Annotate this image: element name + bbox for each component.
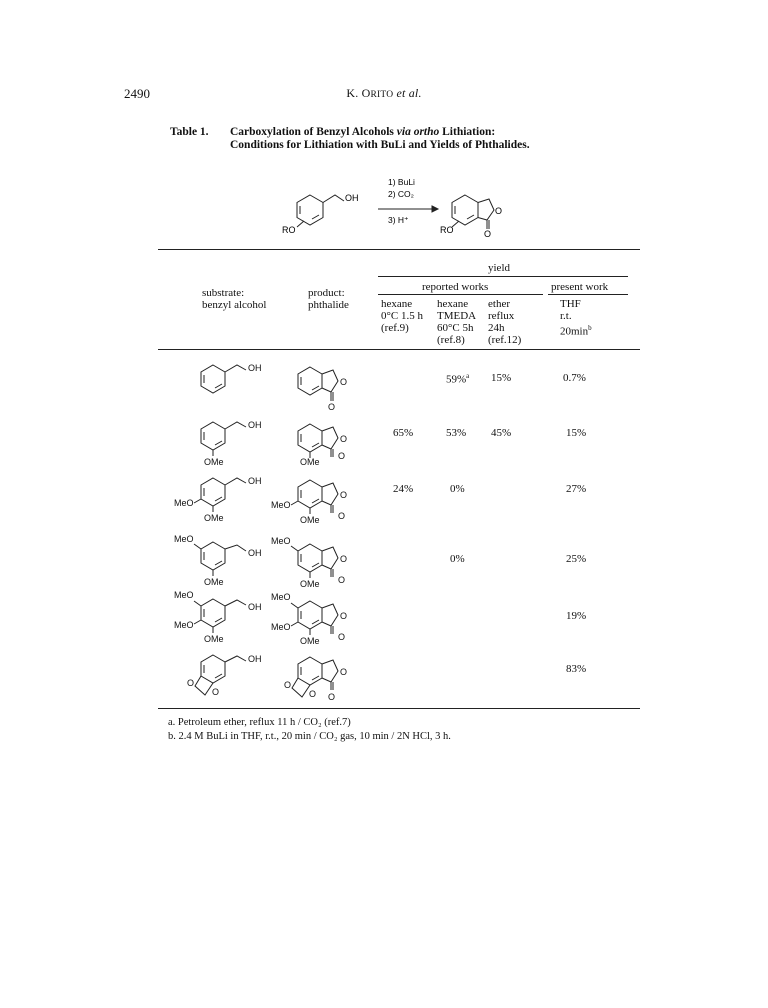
- scheme-start-ch2oh: [323, 195, 344, 203]
- row1-product-structure: [298, 367, 338, 401]
- row4-ome-label: OMe: [204, 577, 224, 587]
- row5-meo-bottom-label: MeO: [174, 620, 194, 630]
- row6-carbonyl-o-label: O: [328, 692, 336, 702]
- cond2-line2: TMEDA: [437, 310, 477, 322]
- row1-substrate-structure: [201, 365, 246, 393]
- scheme-reagent-2: 2) CO₂: [388, 189, 414, 199]
- cond4-time: 20min: [560, 325, 589, 338]
- scheme-product-ring: [452, 195, 478, 225]
- row5-substrate-structure: [194, 599, 246, 633]
- row5-carbonyl-o-label: O: [338, 632, 346, 642]
- row3-hexane-yield: 24%: [393, 483, 414, 495]
- row3-product-ome-label: OMe: [300, 515, 320, 525]
- row6-dioxole-o2-label: O: [212, 687, 220, 697]
- product-header: [308, 287, 349, 311]
- row3-oh-label: OH: [248, 476, 262, 486]
- scheme-reagent-3: 3) H⁺: [388, 215, 409, 225]
- caption-line1-c: Lithiation:: [442, 126, 496, 138]
- row2-product-structure: [298, 424, 338, 458]
- cond3-line2: reflux: [488, 310, 515, 322]
- cond1-line1: hexane: [381, 298, 413, 310]
- running-head-etal: et al.: [396, 86, 422, 100]
- cond4-line1: THF: [560, 298, 581, 310]
- row3-ome-label: OMe: [204, 513, 224, 523]
- row2-hexane-yield: 65%: [393, 427, 414, 439]
- table-bottom-rule: [158, 708, 640, 709]
- cond3-line3: 24h: [488, 322, 505, 334]
- row1-ether-yield: 15%: [491, 372, 512, 384]
- row6-product-dioxole-o1-label: O: [284, 680, 292, 690]
- row2-substrate-structure: [201, 422, 246, 456]
- row3-tmeda-yield: 0%: [450, 483, 465, 495]
- row5-present-yield: 19%: [566, 610, 587, 622]
- row4-product-structure: [291, 544, 338, 578]
- row2-tmeda-yield: 53%: [446, 427, 467, 439]
- row3-product-structure: [291, 480, 338, 514]
- row6-product-dioxole-o2-label: O: [309, 689, 317, 699]
- caption-line2: Conditions for Lithiation with BuLi and Yields of Phthalides.: [230, 139, 530, 151]
- row5-ring-o-label: O: [340, 611, 348, 621]
- row5-product-meo-top-label: MeO: [271, 592, 291, 602]
- row4-ring-o-label: O: [340, 554, 348, 564]
- row6-ring-o-label: O: [340, 667, 348, 677]
- row1-tmeda-yield: [446, 372, 469, 386]
- yield-rule: [378, 276, 628, 277]
- scheme-start-ring: [297, 195, 323, 225]
- row5-meo-top-label: MeO: [174, 590, 194, 600]
- running-head-author: K. O: [346, 86, 371, 100]
- row6-oh-label: OH: [248, 654, 262, 664]
- cond2-line3: 60°C 5h: [437, 322, 474, 334]
- row6-present-yield: 83%: [566, 663, 587, 675]
- cond2-line1: hexane: [437, 298, 469, 310]
- row5-product-structure: [291, 601, 338, 635]
- row4-present-yield: 25%: [566, 553, 587, 565]
- reported-rule: [378, 294, 543, 295]
- reported-works-header: reported works: [422, 281, 489, 293]
- present-work-header: present work: [551, 281, 609, 293]
- cond4-line3: [560, 322, 592, 338]
- cond1-line2: 0°C 1.5 h: [381, 310, 423, 322]
- present-rule: [548, 294, 628, 295]
- scheme-lactone: [478, 199, 494, 220]
- row4-product-meo-label: MeO: [271, 536, 291, 546]
- product-header-line1: product:: [308, 287, 345, 299]
- row1-oh-label: OH: [248, 363, 262, 373]
- row3-carbonyl-o-label: O: [338, 511, 346, 521]
- structures-area: [160, 355, 390, 705]
- cond1-line3: (ref.9): [381, 322, 409, 334]
- conditions-col2: [437, 298, 476, 346]
- row4-product-ome-label: OMe: [300, 579, 320, 589]
- cond2-line4: (ref.8): [437, 334, 465, 346]
- substrate-header-line2: benzyl alcohol: [202, 299, 267, 311]
- cond3-line1: ether: [488, 298, 510, 310]
- cond3-line4: (ref.12): [488, 334, 522, 346]
- row2-carbonyl-o-label: O: [338, 451, 346, 461]
- caption-line1-b: via ortho: [396, 126, 440, 138]
- conditions-col4: [560, 298, 592, 338]
- row2-ome-label: OMe: [204, 457, 224, 467]
- product-header-line2: phthalide: [308, 299, 349, 311]
- page-number: 2490: [124, 86, 150, 101]
- scheme-reagent-1: 1) BuLi: [388, 177, 415, 187]
- row2-product-ome-label: OMe: [300, 457, 320, 467]
- row1-carbonyl-o-label: O: [328, 402, 336, 412]
- cond4-line2: r.t.: [560, 310, 572, 322]
- row2-present-yield: 15%: [566, 427, 587, 439]
- row5-product-ome-label: OMe: [300, 636, 320, 646]
- row2-ring-o-label: O: [340, 434, 348, 444]
- scheme-oh-label: OH: [345, 193, 359, 203]
- row1-present-yield: 0.7%: [563, 372, 586, 384]
- substrate-header-line1: substrate:: [202, 287, 245, 299]
- row4-carbonyl-o-label: O: [338, 575, 346, 585]
- substrate-header: [202, 287, 266, 311]
- row3-meo-label: MeO: [174, 498, 194, 508]
- row5-ome-label: OMe: [204, 634, 224, 644]
- row5-product-meo-bottom-label: MeO: [271, 622, 291, 632]
- conditions-col1: [381, 298, 423, 334]
- row3-present-yield: 27%: [566, 483, 587, 495]
- row1-ring-o-label: O: [340, 377, 348, 387]
- caption-line1-a: Carboxylation of Benzyl Alcohols: [230, 126, 394, 138]
- scheme-carbonyl-o-label: O: [484, 229, 492, 237]
- row6-dioxole-o1-label: O: [187, 678, 195, 688]
- row6-substrate-structure: [195, 655, 246, 695]
- row2-ether-yield: 45%: [491, 427, 512, 439]
- scheme-ring-o-label: O: [495, 206, 503, 216]
- row1-tmeda-sup: a: [466, 372, 470, 380]
- row1-tmeda-value: 59%: [446, 373, 467, 386]
- conditions-col3: [488, 298, 521, 346]
- table-top-rule: [158, 249, 640, 250]
- footnote-a: a. Petroleum ether, reflux 11 h / CO₂ (ref.7): [168, 717, 351, 728]
- row2-oh-label: OH: [248, 420, 262, 430]
- row3-product-meo-label: MeO: [271, 500, 291, 510]
- row4-oh-label: OH: [248, 548, 262, 558]
- reaction-scheme: [280, 175, 540, 237]
- row3-substrate-structure: [194, 478, 246, 512]
- cond4-sup: b: [588, 324, 592, 332]
- header-bottom-rule: [158, 349, 640, 350]
- row4-substrate-structure: [194, 542, 246, 576]
- footnote-b: b. 2.4 M BuLi in THF, r.t., 20 min / CO₂ gas, 10 min / 2N HCl, 3 h.: [168, 731, 451, 742]
- row3-ring-o-label: O: [340, 490, 348, 500]
- caption-label: Table 1.: [170, 126, 209, 138]
- row5-oh-label: OH: [248, 602, 262, 612]
- row4-meo-label: MeO: [174, 534, 194, 544]
- running-head: [0, 86, 768, 101]
- scheme-ro-label: RO: [282, 225, 296, 235]
- row4-tmeda-yield: 0%: [450, 553, 465, 565]
- scheme-product-ro-label: RO: [440, 225, 454, 235]
- table-caption: [170, 126, 530, 152]
- running-head-author-smallcaps: RITO: [370, 90, 394, 100]
- yield-header: yield: [488, 262, 510, 274]
